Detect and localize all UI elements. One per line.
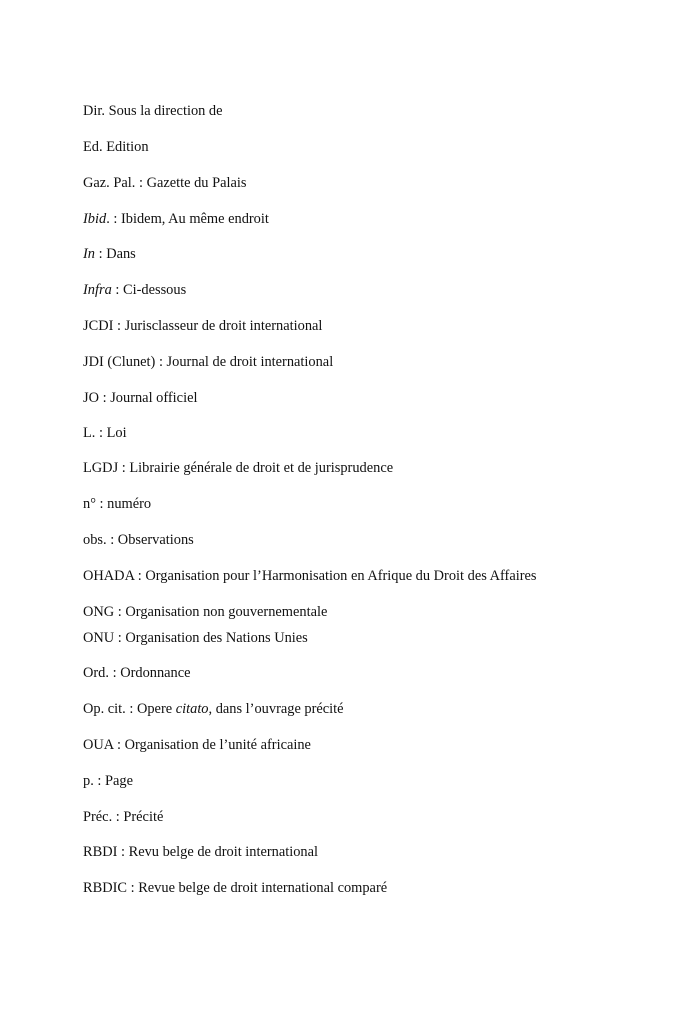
- abbreviation-definition: Journal de droit international: [166, 354, 334, 370]
- abbreviation-entry: [83, 353, 333, 371]
- abbreviation-definition: Page: [105, 773, 133, 789]
- abbreviation-term: n°: [83, 496, 96, 512]
- separator: :: [125, 701, 137, 717]
- abbreviation-term: L.: [83, 425, 96, 441]
- abbreviation-entry: [83, 281, 186, 299]
- abbreviation-entry: [83, 174, 246, 192]
- abbreviation-term-tail: .: [106, 211, 110, 227]
- abbreviation-definition-italic: citato: [175, 701, 209, 717]
- separator: :: [114, 604, 126, 620]
- abbreviation-term: Ord.: [83, 665, 109, 681]
- abbreviation-definition: Dans: [106, 246, 136, 262]
- abbreviation-entry: [83, 772, 133, 790]
- abbreviation-term: LGDJ: [83, 460, 119, 476]
- separator: :: [108, 665, 121, 681]
- separator: :: [111, 282, 123, 298]
- abbreviation-term: RBDIC: [83, 880, 127, 896]
- separator: :: [106, 532, 118, 548]
- abbreviation-entry: [83, 210, 269, 228]
- separator: :: [95, 246, 107, 262]
- abbreviation-definition: Jurisclasseur de droit international: [124, 318, 323, 334]
- abbreviation-entry: [83, 843, 318, 861]
- separator: :: [135, 175, 147, 191]
- abbreviation-entry: [83, 102, 223, 120]
- abbreviation-definition: Organisation des Nations Unies: [125, 630, 308, 646]
- separator: :: [113, 737, 125, 753]
- abbreviation-definition: Organisation non gouvernementale: [125, 604, 328, 620]
- abbreviation-definition: Organisation de l’unité africaine: [124, 737, 311, 753]
- abbreviation-entry: [83, 245, 136, 263]
- abbreviation-definition: Ibidem, Au même endroit: [121, 211, 269, 227]
- abbreviation-definition: Ordonnance: [120, 665, 191, 681]
- separator: :: [118, 460, 130, 476]
- abbreviation-definition: Edition: [106, 139, 149, 155]
- separator: :: [114, 630, 126, 646]
- abbreviation-entry: [83, 138, 149, 156]
- abbreviation-term: JO: [83, 390, 99, 406]
- abbreviation-entry: [83, 459, 393, 477]
- abbreviation-definition: Gazette du Palais: [146, 175, 247, 191]
- abbreviation-term: Préc.: [83, 809, 113, 825]
- abbreviation-entry: [83, 603, 327, 621]
- abbreviation-term: In: [83, 246, 95, 262]
- abbreviation-term: Dir.: [83, 103, 105, 119]
- abbreviation-definition: Librairie générale de droit et de jurisprudence: [129, 460, 394, 476]
- abbreviation-definition: Sous la direction de: [108, 103, 223, 119]
- separator: :: [95, 496, 108, 512]
- abbreviation-term: p.: [83, 773, 94, 789]
- abbreviation-definition: Organisation pour l’Harmonisation en Afrique du Droit des Affaires: [145, 568, 537, 584]
- abbreviation-definition: Journal officiel: [110, 390, 198, 406]
- separator: :: [117, 844, 129, 860]
- abbreviation-term: JDI (Clunet): [83, 354, 156, 370]
- separator: :: [112, 809, 124, 825]
- abbreviation-term: RBDI: [83, 844, 118, 860]
- abbreviation-definition: Précité: [123, 809, 164, 825]
- abbreviation-entry: [83, 531, 194, 549]
- separator: :: [99, 390, 111, 406]
- abbreviation-term: ONG: [83, 604, 115, 620]
- separator: :: [93, 773, 105, 789]
- abbreviation-entry: [83, 700, 344, 718]
- separator: :: [155, 354, 167, 370]
- abbreviation-definition: numéro: [107, 496, 152, 512]
- separator: :: [113, 318, 125, 334]
- abbreviation-term: obs.: [83, 532, 107, 548]
- abbreviation-entry: [83, 664, 191, 682]
- abbreviation-term: OUA: [83, 737, 114, 753]
- abbreviation-term: Ibid: [83, 211, 107, 227]
- abbreviation-entry: [83, 736, 311, 754]
- separator: :: [109, 211, 121, 227]
- abbreviation-term: Infra: [83, 282, 112, 298]
- abbreviation-term: Op. cit.: [83, 701, 126, 717]
- abbreviation-entry: [83, 879, 387, 897]
- separator: :: [95, 425, 107, 441]
- abbreviation-entry: [83, 567, 537, 585]
- abbreviation-term: Gaz. Pal.: [83, 175, 136, 191]
- abbreviation-entry: [83, 629, 308, 647]
- separator: :: [134, 568, 146, 584]
- abbreviation-entry: [83, 808, 163, 826]
- abbreviation-entry: [83, 317, 322, 335]
- abbreviation-term: ONU: [83, 630, 115, 646]
- abbreviation-term: OHADA: [83, 568, 135, 584]
- abbreviation-definition-pre: Opere: [136, 701, 176, 717]
- abbreviation-definition-post: , dans l’ouvrage précité: [208, 701, 344, 717]
- abbreviation-term: JCDI: [83, 318, 114, 334]
- abbreviation-definition: Loi: [106, 425, 127, 441]
- abbreviation-definition: Observations: [117, 532, 194, 548]
- abbreviation-definition: Ci-dessous: [123, 282, 187, 298]
- abbreviation-definition: Revue belge de droit international comparé: [138, 880, 388, 896]
- abbreviation-term: Ed.: [83, 139, 103, 155]
- abbreviation-entry: [83, 424, 127, 442]
- abbreviation-entry: [83, 389, 197, 407]
- abbreviation-definition: Revu belge de droit international: [128, 844, 319, 860]
- abbreviation-entry: [83, 495, 151, 513]
- separator: :: [126, 880, 139, 896]
